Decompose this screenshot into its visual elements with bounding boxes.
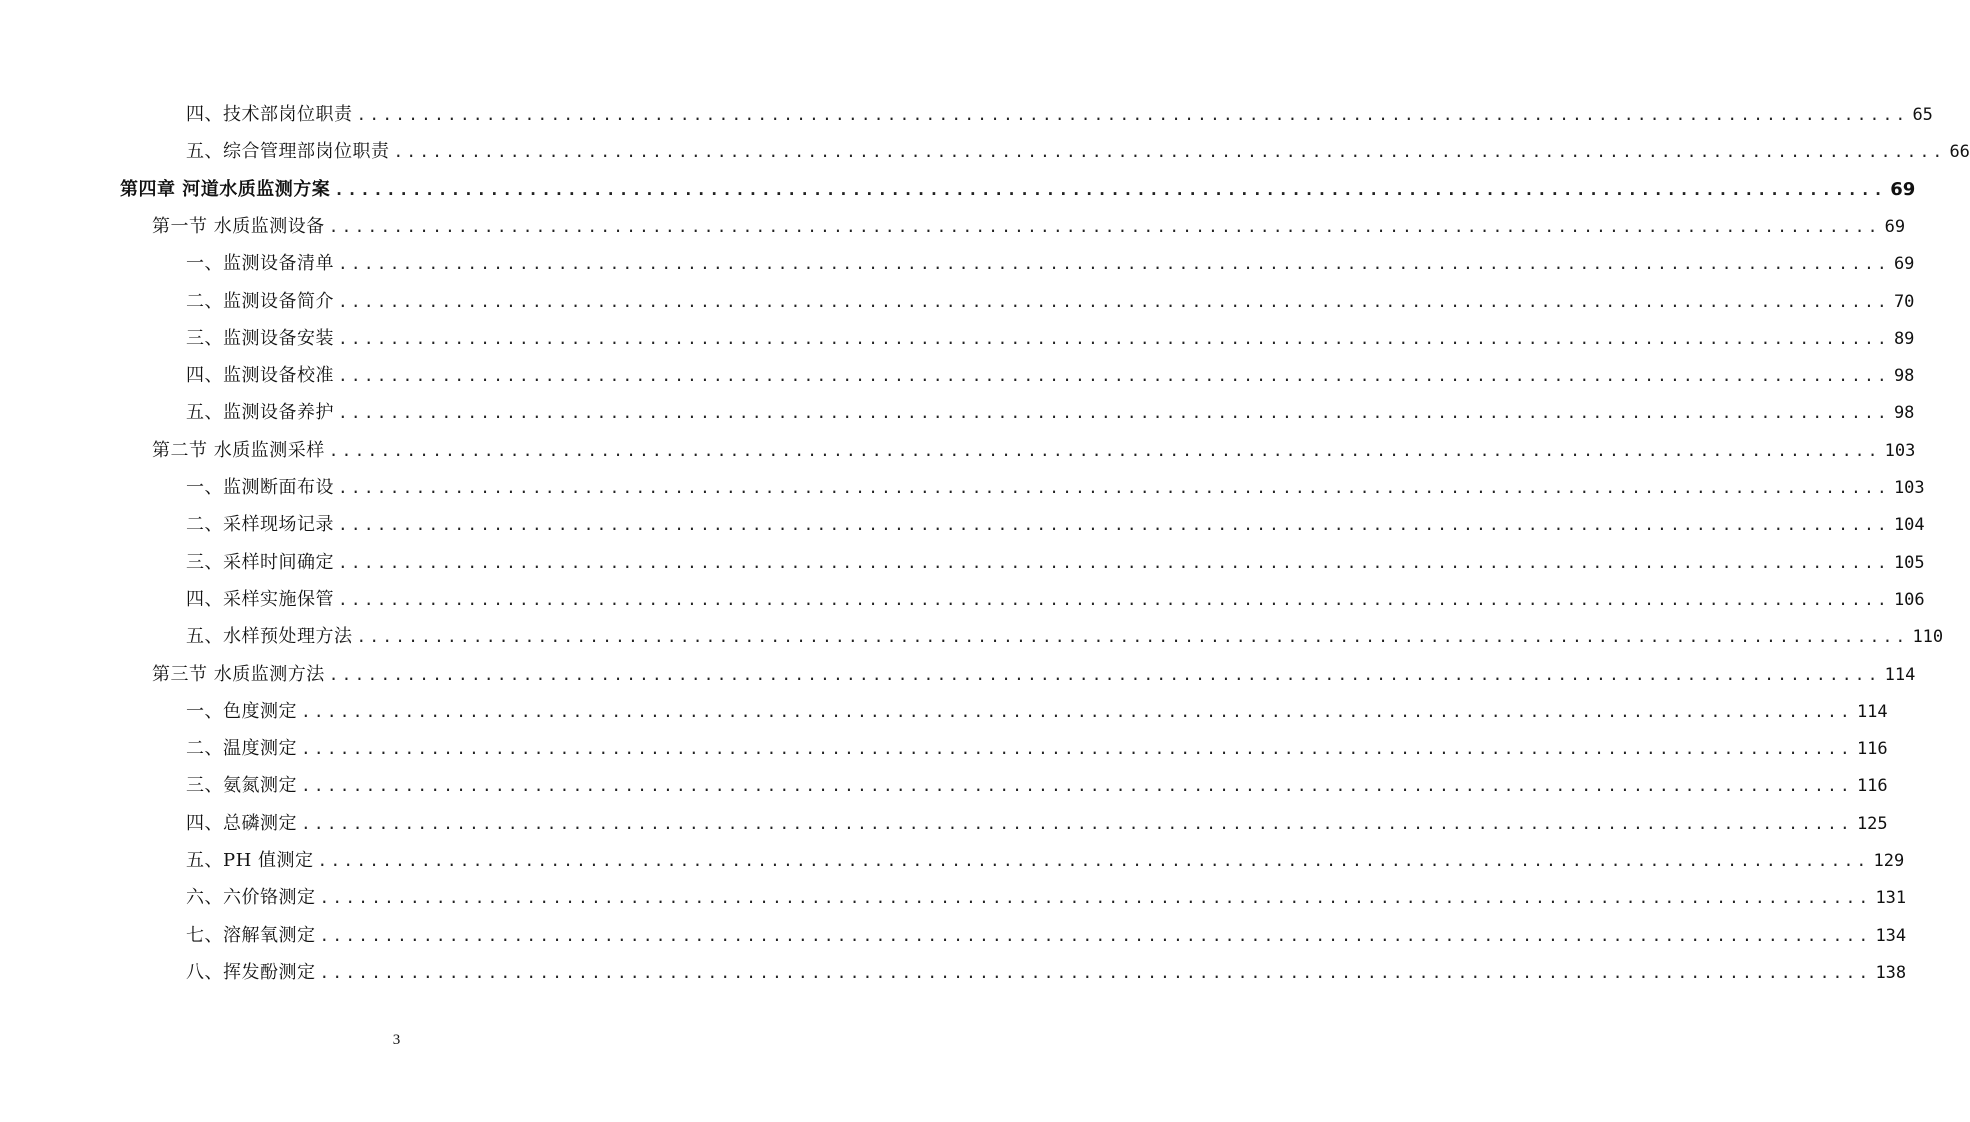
toc-entry-title: 第二节 水质监测采样 bbox=[152, 439, 325, 461]
page-number: 3 bbox=[392, 1032, 401, 1048]
toc-entry-title: 一、监测断面布设 bbox=[186, 477, 334, 498]
toc-entry-page: 106 bbox=[1893, 589, 1925, 610]
toc-entry-page: 69 bbox=[1884, 216, 1906, 237]
toc-entry[interactable] bbox=[186, 324, 1915, 354]
toc-entry-page: 131 bbox=[1875, 888, 1907, 909]
toc-entry[interactable] bbox=[186, 771, 1888, 801]
toc-entry-page: 114 bbox=[1884, 664, 1916, 685]
toc-leader-dots: ........................................................................................................................ bbox=[328, 440, 1881, 460]
toc-leader-dots: ........................................................................................................................ bbox=[338, 589, 1890, 609]
toc-entry-title: 一、色度测定 bbox=[186, 700, 297, 722]
toc-entry-page: 129 bbox=[1873, 851, 1905, 871]
toc-entry-title: 四、技术部岗位职责 bbox=[186, 104, 353, 125]
toc-entry-title: 八、挥发酚测定 bbox=[186, 961, 316, 983]
toc-leader-dots: ........................................................................................................................ bbox=[393, 142, 1946, 162]
toc-leader-dots: ........................................................................................................................ bbox=[338, 403, 1890, 423]
toc-entry[interactable] bbox=[186, 287, 1915, 317]
toc-entry-page: 125 bbox=[1856, 813, 1888, 834]
toc-entry[interactable] bbox=[186, 137, 1970, 167]
toc-entry-title: 二、采样现场记录 bbox=[186, 514, 334, 536]
toc-entry-title: 一、监测设备清单 bbox=[186, 253, 334, 275]
toc-entry-page: 69 bbox=[1890, 178, 1916, 200]
toc-entry[interactable] bbox=[186, 361, 1915, 391]
toc-leader-dots: ........................................................................................................................ bbox=[338, 552, 1890, 572]
toc-leader-dots: ........................................................................................................................ bbox=[317, 851, 1870, 870]
toc-entry-page: 134 bbox=[1875, 925, 1907, 946]
toc-entry-page: 65 bbox=[1912, 105, 1933, 125]
toc-entry-title: 七、溶解氧测定 bbox=[186, 924, 316, 946]
toc-entry[interactable] bbox=[186, 473, 1925, 503]
toc-leader-dots: ........................................................................................................................ bbox=[338, 328, 1890, 348]
toc-entry[interactable] bbox=[152, 212, 1906, 242]
toc-entry-page: 69 bbox=[1893, 254, 1915, 275]
toc-entry[interactable] bbox=[186, 809, 1888, 839]
toc-leader-dots: ........................................................................................................................ bbox=[328, 664, 1881, 684]
toc-entry[interactable] bbox=[186, 398, 1915, 428]
toc-entry[interactable] bbox=[186, 921, 1907, 951]
toc-leader-dots: ........................................................................................................................ bbox=[319, 925, 1872, 945]
toc-entry-title: 五、PH 值测定 bbox=[186, 850, 314, 871]
toc-entry-title: 六、六价铬测定 bbox=[186, 887, 316, 909]
toc-entry-page: 103 bbox=[1884, 440, 1916, 461]
toc-leader-dots: ........................................................................................................................ bbox=[338, 515, 1890, 535]
toc-entry-title: 二、温度测定 bbox=[186, 738, 297, 760]
toc-entry[interactable] bbox=[120, 175, 1916, 205]
toc-entry-title: 五、水样预处理方法 bbox=[186, 626, 353, 648]
toc-entry-title: 第三节 水质监测方法 bbox=[152, 663, 325, 685]
toc-entry[interactable] bbox=[186, 249, 1915, 279]
toc-entry-page: 66 bbox=[1949, 142, 1970, 163]
toc-entry[interactable] bbox=[152, 660, 1916, 690]
toc-entry-title: 三、氨氮测定 bbox=[186, 775, 297, 797]
toc-entry[interactable] bbox=[186, 697, 1888, 727]
toc-entry-title: 五、综合管理部岗位职责 bbox=[186, 141, 390, 163]
toc-leader-dots: ........................................................................................................................ bbox=[301, 701, 1853, 721]
toc-entry[interactable] bbox=[186, 548, 1925, 578]
toc-entry-title: 五、监测设备养护 bbox=[186, 402, 334, 424]
toc-leader-dots: ........................................................................................................................ bbox=[356, 627, 1909, 647]
toc-entry[interactable] bbox=[186, 846, 1905, 876]
toc-leader-dots: ........................................................................................................................ bbox=[338, 366, 1890, 386]
toc-entry-title: 四、监测设备校准 bbox=[186, 365, 334, 387]
toc-leader-dots: ........................................................................................................................ bbox=[338, 478, 1890, 497]
toc-entry[interactable] bbox=[186, 622, 1944, 652]
toc-entry[interactable] bbox=[186, 100, 1933, 130]
toc-entry[interactable] bbox=[152, 436, 1916, 466]
toc-entry-title: 三、采样时间确定 bbox=[186, 551, 334, 573]
toc-leader-dots: ........................................................................................................................ bbox=[301, 813, 1853, 833]
toc-entry-page: 110 bbox=[1912, 627, 1944, 648]
toc-leader-dots: ........................................................................................................................ bbox=[328, 216, 1881, 236]
toc-leader-dots: ........................................................................................................................ bbox=[338, 254, 1890, 274]
toc-entry-page: 103 bbox=[1893, 478, 1925, 498]
toc-entry[interactable] bbox=[186, 958, 1907, 988]
toc-leader-dots: ........................................................................................................................ bbox=[319, 962, 1872, 982]
toc-entry-page: 98 bbox=[1893, 366, 1915, 387]
toc-entry[interactable] bbox=[186, 883, 1907, 913]
toc-entry-page: 70 bbox=[1893, 291, 1915, 312]
toc-entry-title: 第一节 水质监测设备 bbox=[152, 215, 325, 237]
toc-entry-title: 四、采样实施保管 bbox=[186, 588, 334, 610]
toc-entry[interactable] bbox=[186, 510, 1925, 540]
toc-entry-page: 116 bbox=[1856, 776, 1888, 797]
toc-entry-page: 98 bbox=[1893, 403, 1915, 424]
toc-entry-page: 89 bbox=[1893, 328, 1915, 349]
toc-entry-title: 二、监测设备简介 bbox=[186, 290, 334, 312]
toc-entry[interactable] bbox=[186, 585, 1925, 615]
toc-leader-dots: ........................................................................................................................ bbox=[301, 776, 1853, 796]
toc-entry-page: 104 bbox=[1893, 515, 1925, 536]
toc-leader-dots: ........................................................................................................................ bbox=[301, 739, 1853, 759]
toc-leader-dots: ........................................................................................................................ bbox=[319, 888, 1872, 908]
toc-entry-page: 105 bbox=[1893, 552, 1925, 573]
toc-leader-dots: ........................................................................................................................ bbox=[334, 179, 1887, 199]
toc-entry-title: 第四章 河道水质监测方案 bbox=[120, 178, 331, 200]
toc-entry-title: 四、总磷测定 bbox=[186, 812, 297, 834]
toc-entry[interactable] bbox=[186, 734, 1888, 764]
toc-entry-page: 138 bbox=[1875, 962, 1907, 983]
toc-entry-page: 116 bbox=[1856, 739, 1888, 760]
toc-leader-dots: ........................................................................................................................ bbox=[356, 105, 1909, 124]
toc-leader-dots: ........................................................................................................................ bbox=[338, 291, 1890, 311]
toc-entry-title: 三、监测设备安装 bbox=[186, 327, 334, 349]
toc-entry-page: 114 bbox=[1856, 701, 1888, 722]
